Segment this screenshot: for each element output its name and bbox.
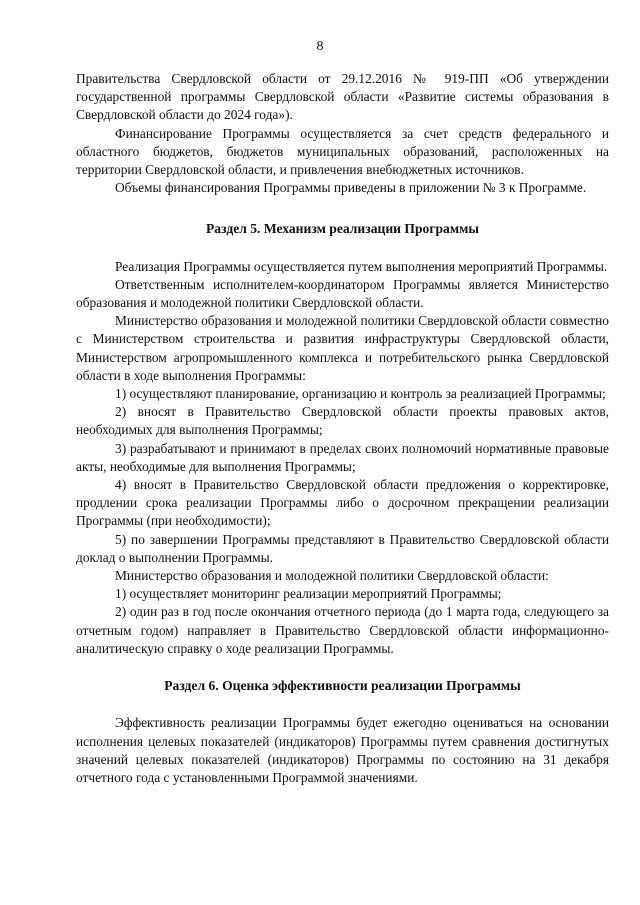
section5-paragraph: Реализация Программы осуществляется путем выполнения мероприятий Программы. [115, 258, 608, 274]
section6-heading: Раздел 6. Оценка эффективности реализации Программы [164, 678, 521, 694]
section5-list-item: 2) один раз в год после окончания отчетного периода (до 1 марта года, следующего за отчетным годом) направляет в Правительство Свердловской области информационно-аналитическую справку о ходе реализации Программы. [76, 604, 609, 656]
section5-heading: Раздел 5. Механизм реализации Программы [206, 221, 479, 237]
section5-paragraph: Ответственным исполнителем-координатором Программы является Министерство образования и молодежной политики Свердловской области. [76, 276, 609, 311]
page-number: 8 [316, 39, 324, 54]
section6-paragraph: Эффективность реализации Программы будет ежегодно оцениваться на основании исполнения целевых показателей (индикаторов) Программы путем сравнения достигнутых значений целевых показателей (индикаторов) Программы по состоянию на 31 декабря отчетного года с установленными Программой значениями. [76, 715, 609, 785]
section5-paragraph: Министерство образования и молодежной политики Свердловской области совместно с Министерством строительства и развития инфраструктуры Свердловской области, Министерством агропромышленного комплекса и потребительского рынка Свердловской области в ходе выполнения Программы: [76, 313, 609, 383]
section5-list-item: 2) вносят в Правительство Свердловской области проекты правовых актов, необходимых для выполнения Программы; [76, 404, 609, 438]
section5-list-item: 4) вносят в Правительство Свердловской области предложения о корректировке, продлении срока реализации Программы либо о досрочном прекращении реализации Программы (при необходимости); [76, 477, 609, 529]
section5-list-item: 3) разрабатывают и принимают в пределах своих полномочий нормативные правовые акты, необходимые для выполнения Программы; [76, 440, 609, 474]
intro-continuation: Правительства Свердловской области от 29.12.2016 № 919-ПП «Об утверждении государственной программы Свердловской области «Развитие системы образования в Свердловской области до 2024 года»). [76, 71, 609, 123]
intro-volumes: Объемы финансирования Программы приведены в приложении № 3 к Программе. [115, 180, 587, 196]
section5-list-item: 1) осуществляет мониторинг реализации мероприятий Программы; [115, 586, 502, 602]
intro-financing: Финансирование Программы осуществляется за счет средств федерального и областного бюджетов, бюджетов муниципальных образований, расположенных на территории Свердловской области, и привлечения внебюджетных источников. [76, 125, 609, 178]
section5-list-item: 1) осуществляют планирование, организацию и контроль за реализацией Программы; [115, 386, 606, 402]
section5-list-item: 5) по завершении Программы представляют в Правительство Свердловской области доклад о выполнении Программы. [76, 531, 609, 565]
section5-paragraph: Министерство образования и молодежной политики Свердловской области: [115, 568, 549, 584]
page-content [76, 70, 609, 787]
